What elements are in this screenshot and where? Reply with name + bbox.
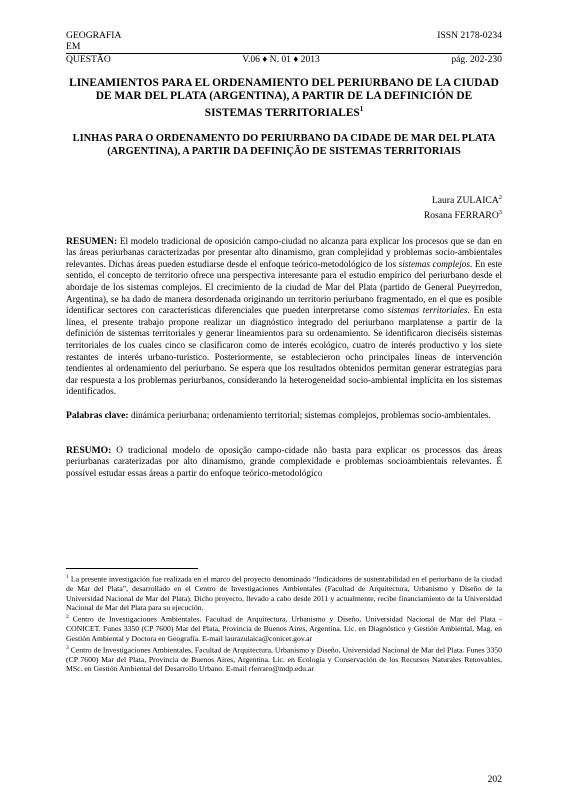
footnote: $^2$ Centro de Investigaciones Ambientales, Facultad de Arquitectura, Urbanismo y Diseño, Universidad Nacional de Mar del Plata - CONICET. Funes 3350 (CP 7600) Mar del Plata, Provincia de Buenos Aires, Argentina. Lic. en Diagnóstico y Gestión Ambiental, Mag. en Gestión Ambiental y Doctora en Geografía. E-mail laurazulaica@conicet.gov.ar xyxy=(66,614,502,643)
title-spanish: LINEAMIENTOS PARA EL ORDENAMIENTO DEL PERIURBANO DE LA CIUDAD DE MAR DEL PLATA (ARGENTINA), A PARTIR DE LA DEFINICIÓN DE SISTEMAS TERRITORIALES$^1$ xyxy=(69,76,499,120)
title-portuguese: LINHAS PARA O ORDENAMENTO DO PERIURBANO DA CIDADE DE MAR DEL PLATA (ARGENTINA), A PARTIR DA DEFINIÇÃO DE SISTEMAS TERRITORIAIS xyxy=(72,133,496,157)
header-rule xyxy=(66,41,502,53)
keywords: Palabras clave: dinámica periurbana; ordenamiento territorial; sistemas complejos, problemas socio-ambientales. xyxy=(66,409,491,421)
running-header xyxy=(66,30,502,65)
author-list xyxy=(66,192,502,222)
footnotes xyxy=(66,568,502,674)
footnote: $^1$ La presente investigación fue realizada en el marco del proyecto denominado “Indicadores de sustentabilidad en el periurbano de la ciudad de Mar del Plata”, desarrollado en el Centro de Investigaciones Ambientales (Facultad de Arquitectura, Urbanismo y Diseño de la Universidad Nacional de Mar del Plata). Dicho proyecto, llevado a cabo desde 2011 y actualmente, recibe financiamiento de la Universidad Nacional de Mar del Plata para su ejecución. xyxy=(66,574,502,613)
footnote: $^3$ Centro de Investigaciones Ambientales, Facultad de Arquitectura, Urbanismo y Diseño, Universidad Nacional de Mar del Plata. Funes 3350 (CP 7600) Mar del Plata, Provincia de Buenos Aires, Argentina. Lic. en Ecología y Conservación de los Recursos Naturales Renovables, MSc. en Gestión Ambiental del Desarrollo Urbano. E-mail rferraro@mdp.edu.ar xyxy=(66,644,502,674)
abstract-portuguese: RESUMO: O tradicional modelo de oposição campo-cidade não basta para explicar os processos das áreas periurbanas caraterizadas por alto dinamismo, grande complexidade e problemas socioambientais relevantes. É possível estudar essas áreas a partir do enfoque teórico-metodológico xyxy=(66,444,502,479)
volume-info: V.06 ♦ N. 01 ♦ 2013 xyxy=(242,53,320,65)
journal-name-line2: EM xyxy=(66,41,81,53)
footnote-rule xyxy=(66,568,198,569)
abstract-label: RESUMEN: xyxy=(66,235,118,247)
author: Laura ZULAICA$^2$ xyxy=(431,194,502,207)
issn: ISSN 2178-0234 xyxy=(437,30,502,41)
title-footnote-ref: 1 xyxy=(359,105,364,114)
keywords-label: Palabras clave: xyxy=(66,409,129,421)
journal-name-line1: GEOGRAFIA xyxy=(66,30,122,41)
page-number: 202 xyxy=(487,774,502,785)
journal-name-line3: QUESTÃO xyxy=(66,53,111,65)
page-body xyxy=(66,30,502,490)
abstract-spanish: RESUMEN: El modelo tradicional de oposición campo-ciudad no alcanza para explicar los procesos que se dan en las áreas periurbanas caracterizadas por presentar alto dinamismo, gran complejidad y problemas socio-ambientales relevantes. Dichas áreas pueden estudiarse desde el enfoque teórico-metodológico de los sistemas complejos. En este sentido, el concepto de territorio ofrece una perspectiva interesante para el estudio empírico del periurbano desde el abordaje de los sistemas complejos. El crecimiento de la ciudad de Mar del Plata (partido de General Pueyrredon, Argentina), se ha dado de manera desordenada originando un territorio periurbano fragmentado, en el que es posible identificar sectores con características diferenciales que pueden interpretarse como sistemas territoriales. En esta línea, el presente trabajo propone realizar un diagnóstico integrado del periurbano marplatense a partir de la definición de sistemas territoriales y generar lineamientos para su ordenamiento. Se identificaron dieciséis sistemas territoriales de los cuales cinco se clasificaron como de interés ecológico, cuatro de interés productivo y los siete restantes de interés urbano-turístico. Posteriormente, se establecieron ocho principales líneas de intervención tendientes al ordenamiento del periurbano. Se espera que los resultados obtenidos permitan generar estrategias para dar respuesta a los problemas periurbanos, considerando la heterogeneidad socio-ambiental implícita en los sistemas identificados. xyxy=(66,235,503,398)
author: Rosana FERRARO$^3$ xyxy=(423,208,502,222)
page-range: pág. 202-230 xyxy=(451,53,502,65)
resumo-label: RESUMO: xyxy=(66,444,112,456)
